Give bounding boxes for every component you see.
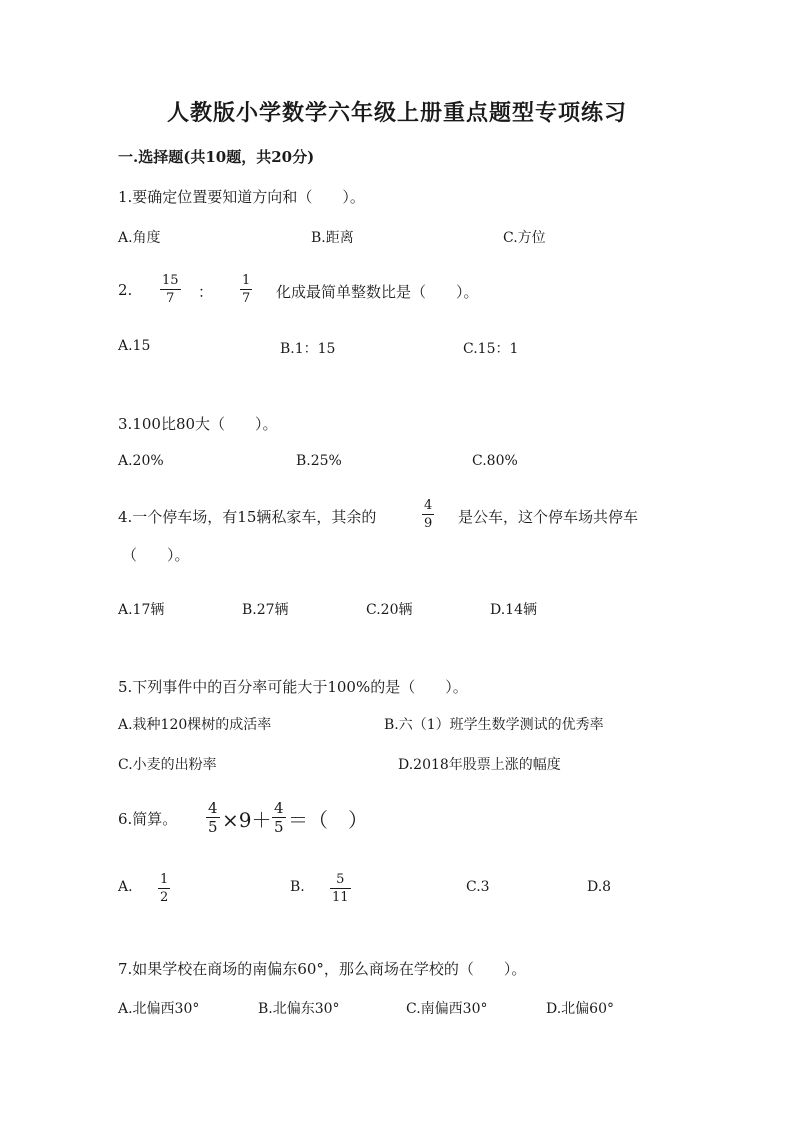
question-2-text: 化成最简单整数比是（ ）。: [276, 283, 479, 301]
q2-fraction-2-denominator: 7: [242, 291, 251, 306]
question-4-blank: （ ）。: [122, 546, 190, 564]
q6-option-a-denominator: 2: [160, 890, 169, 905]
question-5: 5.下列事件中的百分率可能大于100%的是（ ）。: [118, 678, 468, 696]
section-heading: 一.选择题(共10题，共20分): [118, 148, 315, 166]
question-4-text-start: 4.一个停车场，有15辆私家车，其余的: [118, 508, 377, 526]
q6-fraction-2: [272, 800, 286, 835]
q6-expression-middle: ×9＋: [222, 808, 272, 832]
q6-fraction-2-numerator: 4: [274, 799, 284, 817]
q2-fraction-1-denominator: 7: [166, 291, 175, 306]
question-7: 7.如果学校在商场的南偏东60°，那么商场在学校的（ ）。: [118, 960, 527, 978]
q6-option-b-denominator: 11: [332, 890, 349, 905]
q2-option-c: C.15：1: [463, 341, 519, 357]
question-3: 3.100比80大（ ）。: [118, 415, 278, 433]
q6-option-c: C.3: [466, 879, 490, 895]
q2-colon: ：: [198, 283, 214, 301]
q5-option-a: A.栽种120棵树的成活率: [118, 717, 272, 733]
q7-option-c: C.南偏西30°: [406, 1001, 488, 1017]
fraction-bar: [158, 888, 170, 889]
q6-expression-tail: ＝（ ）: [288, 808, 368, 832]
q1-option-a: A.角度: [118, 230, 161, 246]
fraction-bar: [160, 289, 181, 290]
q2-fraction-2-numerator: 1: [242, 273, 251, 288]
q6-option-b-fraction: [330, 872, 351, 905]
q6-fraction-2-denominator: 5: [274, 818, 284, 836]
q2-fraction-2: [240, 273, 252, 306]
q4-option-d: D.14辆: [490, 602, 537, 618]
q7-option-b: B.北偏东30°: [258, 1001, 340, 1017]
fraction-bar: [422, 514, 434, 515]
q1-option-c: C.方位: [503, 230, 546, 246]
q4-option-a: A.17辆: [118, 602, 165, 618]
q7-option-d: D.北偏60°: [546, 1001, 614, 1017]
q6-option-a-fraction: [158, 872, 170, 905]
q2-option-b: B.1：15: [280, 341, 336, 357]
q4-option-c: C.20辆: [366, 602, 413, 618]
q4-option-b: B.27辆: [242, 602, 289, 618]
q6-option-d: D.8: [587, 879, 612, 895]
question-1: 1.要确定位置要知道方向和（ ）。: [118, 188, 365, 206]
q6-fraction-1: [206, 800, 220, 835]
fraction-bar: [240, 289, 252, 290]
question-2-number: 2.: [118, 281, 133, 299]
q4-fraction: [422, 498, 434, 531]
q6-option-b-numerator: 5: [336, 872, 345, 887]
q6-option-a-numerator: 1: [160, 872, 169, 887]
q5-option-d: D.2018年股票上涨的幅度: [398, 757, 561, 773]
q6-fraction-1-numerator: 4: [208, 799, 218, 817]
q6-option-a-label: A.: [118, 879, 133, 895]
q2-option-a: A.15: [118, 338, 151, 354]
q1-option-b: B.距离: [311, 230, 354, 246]
question-6: 6.简算。: [118, 810, 178, 828]
q7-option-a: A.北偏西30°: [118, 1001, 200, 1017]
q5-option-c: C.小麦的出粉率: [118, 757, 217, 773]
q2-fraction-1: [160, 273, 181, 306]
q6-option-b-label: B.: [290, 879, 305, 895]
q6-fraction-1-denominator: 5: [208, 818, 218, 836]
q3-option-a: A.20%: [118, 453, 164, 469]
q3-option-b: B.25%: [296, 453, 342, 469]
question-4-text-end: 是公车，这个停车场共停车: [458, 508, 639, 526]
q2-fraction-1-numerator: 15: [162, 273, 179, 288]
fraction-bar: [330, 888, 351, 889]
page-title: 人教版小学数学六年级上册重点题型专项练习: [166, 100, 627, 126]
q4-fraction-denominator: 9: [424, 516, 433, 531]
q4-fraction-numerator: 4: [424, 498, 433, 513]
q3-option-c: C.80%: [472, 453, 518, 469]
q5-option-b: B.六（1）班学生数学测试的优秀率: [384, 717, 604, 733]
